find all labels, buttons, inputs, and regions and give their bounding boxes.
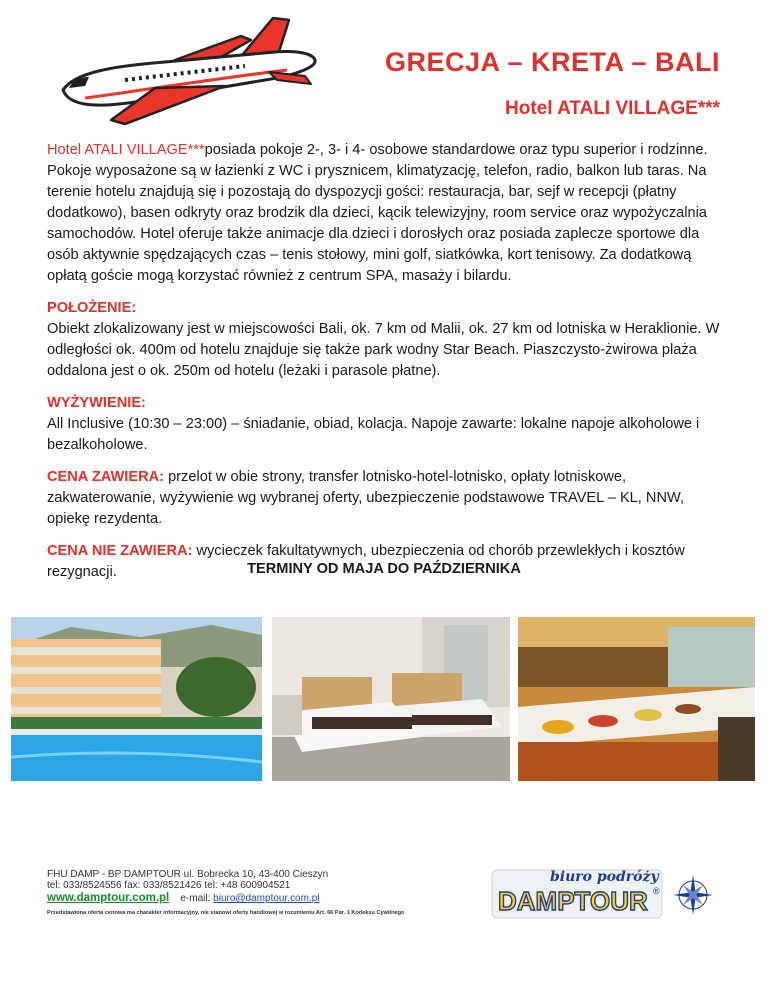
location-text: Obiekt zlokalizowany jest w miejscowości Bali, ok. 7 km od Malii, ok. 27 km od lotniska w Heraklionie. W odległości ok. 400m od hotelu znajduje się także park wodny Star Beach. Piaszczysto-żwirowa plaża oddalona jest o ok. 250m od hotelu (leżaki i parasole płatne). xyxy=(47,321,720,379)
footer-contact xyxy=(47,869,404,919)
location-heading: POŁOŻENIE: xyxy=(47,300,137,316)
compass-rose-icon xyxy=(673,875,713,915)
page-title: GRECJA – KRETA – BALI xyxy=(384,47,720,77)
contact-links-row xyxy=(47,893,404,904)
website-link[interactable]: www.damptour.com.pl xyxy=(47,892,170,904)
logo-brand: DAMPTOUR xyxy=(498,886,648,916)
price-includes-section xyxy=(47,467,725,530)
email-link[interactable]: biuro@damptour.com.pl xyxy=(213,893,320,904)
intro-text: posiada pokoje 2-, 3- i 4- osobowe standardowe oraz typu superior i rodzinne. Pokoje wyposażone są w łazienki z WC i prysznicem, klimatyzację, telefon, radio, balkon lub taras. Na terenie hotelu znajdują się i pozostają do dyspozycji gości: restauracja, bar, sejf w recepcji (płatny dodatkowo), basen odkryty oraz brodzik dla dzieci, kącik telewizyjny, room service oraz wypożyczalnia samochodów. Hotel oferuje także animacje dla dzieci i dorosłych oraz posiada zaplecze sportowe dla osób aktywnie spędzających czas – tenis stołowy, mini golf, siatkówka, kort tenisowy. Za dodatkową opłatą goście mogą korzystać również z centrum SPA, masaży i bilardu. xyxy=(47,142,708,284)
board-section xyxy=(47,393,725,456)
intro-paragraph xyxy=(47,140,725,287)
email-label: e-mail: xyxy=(180,893,214,904)
restaurant-buffet-photo xyxy=(518,617,755,781)
terms-heading: TERMINY OD MAJA DO PAŹDZIERNIKA xyxy=(247,561,521,577)
hotel-subtitle: Hotel ATALI VILLAGE*** xyxy=(505,98,720,119)
price-includes-heading: CENA ZAWIERA: xyxy=(47,469,165,485)
offer-description xyxy=(47,140,725,594)
board-text: All Inclusive (10:30 – 23:00) – śniadanie, obiad, kolacja. Napoje zawarte: lokalne napoje alkoholowe i bezalkoholowe. xyxy=(47,416,700,453)
damptour-logo xyxy=(490,862,720,920)
board-heading: WYŻYWIENIE: xyxy=(47,395,146,411)
price-excludes-text: wycieczek fakultatywnych, ubezpieczenia od chorób przewlekłych i kosztów rezygnacji. xyxy=(47,543,685,580)
logo-tagline: biuro podróży xyxy=(550,869,659,885)
price-excludes-heading: CENA NIE ZAWIERA: xyxy=(47,543,193,559)
airplane-illustration xyxy=(55,14,335,126)
hotel-room-photo xyxy=(272,617,510,781)
hotel-pool-photo xyxy=(11,617,262,781)
logo-registered-mark: ® xyxy=(653,886,660,896)
company-phones: tel: 033/8524556 fax: 033/8521426 tel: +48 600904521 xyxy=(47,880,291,891)
price-includes-text: przelot w obie strony, transfer lotnisko-hotel-lotnisko, opłaty lotniskowe, zakwaterowanie, wyżywienie wg wybranej oferty, ubezpieczenie podstawowe TRAVEL – KL, NNW, opiekę rezydenta. xyxy=(47,469,685,527)
hotel-name: Hotel ATALI VILLAGE*** xyxy=(47,142,205,158)
legal-disclaimer: Przedstawiona oferta cenowa ma charakter informacyjny, nie stanowi oferty handlowej w rozumieniu Art. 66 Par. 1 Kodeksu Cywilnego xyxy=(47,910,405,916)
location-section xyxy=(47,298,725,382)
company-address: FHU DAMP - BP DAMPTOUR ul. Bobrecka 10, 43-400 Cieszyn xyxy=(47,869,329,880)
